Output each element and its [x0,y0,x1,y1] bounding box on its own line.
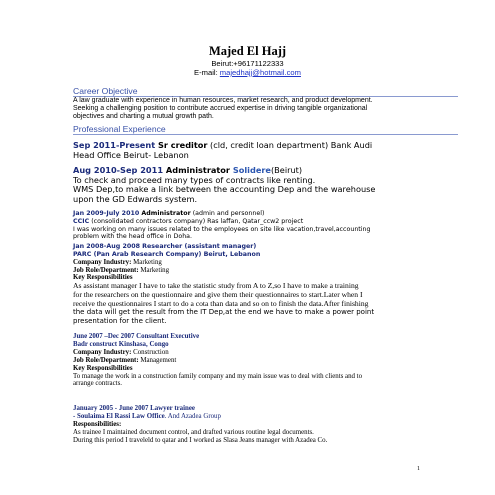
job3-role: Administrator [139,210,191,217]
job2-company: Solidere [232,165,271,175]
job5-line1: To manage the work in a construction family company and my main issue was to deal with clients and to [73,372,363,380]
job1-line2: Head Office Beirut- Lebanon [73,149,189,160]
phone-line: Beirut:+96171122333 [211,59,284,68]
job5-line2: arrange contracts. [73,380,122,388]
job4-line3: receive the questionnaires I start to do a cota than data and so on to finish the data.After finishing [73,298,369,308]
job5-company: Badr construct Kinshasa, Congo [73,340,169,348]
job4-line5: presentation for the client. [73,316,167,325]
email-line [0,68,495,77]
job4-role-label: Job Role/Department: [73,266,139,274]
job3-role-note: (admin and personnel) [190,210,265,217]
job6-line1: As trainee I maintained document control, and drafted various routine legal documents. [73,428,314,436]
job2-place: (Beirut) [270,165,303,175]
page-number: 1 [417,466,420,472]
job5-title: June 2007 –Dec 2007 Consultant Executive [73,333,200,340]
job4-line2: for the researchers on the questionnaire and give them their questionnaires to start.Later when I [73,289,363,299]
job4-industry-label: Company Industry: [73,258,132,266]
job3-line3: I was working on many issues related to the employees on site like vacation,travel,accounting [73,225,371,233]
job6-company-rest: . And Azadea Group [164,412,221,420]
job4-line4: the data will get the result from the IT Dep,at the end we have to make a power point [73,308,375,317]
candidate-name: Majed El Hajj [208,44,287,58]
job3-company: CCIC [73,217,90,225]
job2-line2: To check and proceed many types of contracts like renting. [73,174,316,185]
job6-title: January 2005 - June 2007 Lawyer trainee [73,405,195,412]
professional-experience-heading: Professional Experience [73,124,166,134]
job5-resp-label: Key Responsibilities [73,364,133,372]
job3-dates: Jan 2009-July 2010 [73,210,140,217]
job6-company: - Soulaima El Rassi Law Office [73,412,165,420]
career-objective-text [73,97,458,122]
job2-role: Administrator [163,165,233,175]
job4-role: Marketing [138,266,170,274]
job5-industry-label: Company Industry: [73,348,132,356]
job4-title: Jan 2008-Aug 2008 Researcher (assistant manager) [73,243,257,250]
job3-company-note: (consolidated contractors company) Ras laffan, Qatar_ccw2 project [89,217,304,225]
job4-resp-label: Key Responsibilities [73,274,133,282]
job-researcher-parc [73,243,458,325]
job4-line1: As assistant manager I have to take the statistic study from A to Z,so I have to make a training [73,281,359,291]
job4-company: PARC (Pan Arab Research Company) Beirut, Lebanon [73,250,261,258]
job6-line2: During this period I traveleld to qatar and I worked as Slasa Jeans manager with Azadea Co. [73,436,328,444]
job4-industry: Marketing [131,258,162,266]
career-line-3: objectives and charting a mutual growth path. [73,113,214,121]
professional-divider [73,134,458,135]
job-administrator-ccic [73,210,458,241]
job5-role-label: Job Role/Department: [73,356,139,364]
job5-role: Management [138,356,177,364]
job2-dates: Aug 2010-Sep 2011 [73,165,164,175]
job3-line4: problem with the head office in Doha. [73,233,193,241]
job-consultant-badr [73,333,458,388]
job1-role: Sr creditor [155,140,208,150]
job6-resp-label: Responsibilities: [73,420,122,428]
job1-rest: (cld, credit loan department) Bank Audi [207,140,373,150]
job-lawyer-trainee [73,405,458,445]
career-objective-heading: Career Objective [73,86,138,96]
job2-line4: upon the GD Edwards system. [73,193,198,204]
job1-dates: Sep 2011-Present [73,140,156,150]
job-administrator-solidere [73,166,458,204]
email-link[interactable]: majedhajj@hotmail.com [219,68,301,77]
job2-line3: WMS Dep,to make a link between the accounting Dep and the warehouse [73,184,376,195]
career-line-2: Seeking a challenging position to contribute accrued expertise in driving tangible organizational [73,105,368,113]
job5-industry: Construction [131,348,169,356]
email-label: E-mail: [194,68,220,77]
job-sr-creditor [73,141,458,160]
career-line-1: A law graduate with experience in human resources, market research, and product development. [73,97,373,104]
